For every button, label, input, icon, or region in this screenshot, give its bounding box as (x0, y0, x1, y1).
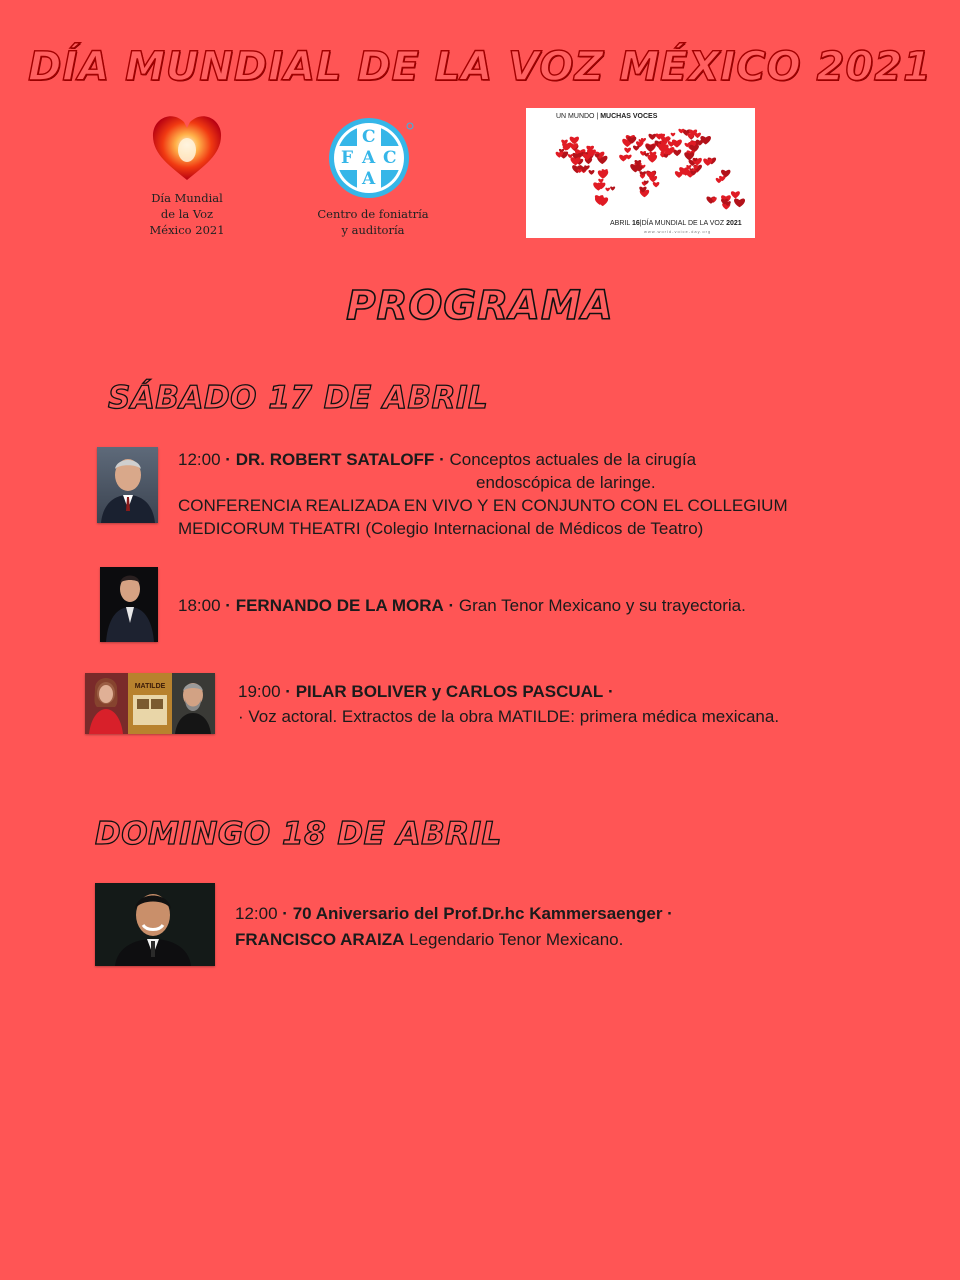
cfa-logo-caption: Centro de foniatría y auditoría (317, 207, 429, 237)
event-time: 12:00 (178, 450, 221, 469)
map-heart (731, 191, 740, 198)
event-time: 18:00 (178, 596, 221, 615)
speaker-name: DR. ROBERT SATALOFF (235, 450, 435, 469)
event-boliver-pascual: 19:00 · PILAR BOLIVER y CARLOS PASCUAL · · Voz actoral. Extractos de la obra MATILDE: primera médica mexicana. (238, 682, 780, 726)
poster-bottom-text: ABRIL 16|DÍA MUNDIAL DE LA VOZ 2021 (610, 220, 742, 227)
page-title: DÍA MUNDIAL DE LA VOZ MÉXICO 2021 (28, 44, 932, 90)
map-heart (619, 155, 627, 162)
map-heart (648, 134, 656, 140)
boliver-pascual-photos (85, 673, 215, 734)
portrait-man-icon (97, 447, 158, 523)
poster-url: www.world-voice-day.org (644, 229, 712, 234)
map-heart (721, 170, 730, 178)
araiza-photo (95, 883, 215, 966)
map-heart (671, 133, 676, 137)
event-de-la-mora: 18:00 · FERNANDO DE LA MORA · Gran Tenor Mexicano y su trayectoria. (178, 596, 746, 615)
book-title: MATILDE (134, 683, 166, 690)
map-heart (624, 148, 631, 153)
saturday-heading: SÁBADO 17 DE ABRIL (108, 380, 489, 416)
speaker-name: FRANCISCO ARAIZA (235, 930, 405, 949)
event-title: 70 Aniversario del Prof.Dr.hc Kammersaenger (292, 904, 663, 923)
map-heart (633, 145, 640, 150)
world-map-hearts-icon (526, 120, 755, 220)
event-time: 12:00 (235, 904, 278, 923)
cfa-letters: C F A C A (341, 127, 397, 189)
world-voice-day-poster (526, 108, 755, 238)
event-time: 19:00 (238, 682, 281, 701)
map-heart (694, 133, 701, 138)
poster-top-text: UN MUNDO | MUCHAS VOCES (556, 113, 658, 120)
heart-logo-caption: Día Mundial de la Voz México 2021 (149, 191, 225, 237)
speaker-name: FERNANDO DE LA MORA (235, 596, 444, 615)
map-heart (598, 179, 603, 183)
portrait-tenor-icon (95, 883, 215, 966)
sataloff-photo (97, 447, 158, 523)
heart-logo-icon (150, 110, 224, 184)
de-la-mora-photo (100, 567, 158, 642)
speaker-name: PILAR BOLIVER y CARLOS PASCUAL (295, 682, 604, 701)
map-heart (610, 187, 615, 191)
map-heart (668, 141, 675, 147)
programa-heading: PROGRAMA (346, 283, 614, 329)
event-araiza: 12:00 · 70 Aniversario del Prof.Dr.hc Kammersaenger · FRANCISCO ARAIZA Legendario Tenor Mexicano. (235, 904, 673, 949)
map-heart (734, 198, 745, 207)
map-heart (653, 182, 660, 187)
map-heart (588, 170, 594, 175)
map-heart (673, 150, 681, 157)
event-sataloff: 12:00 · DR. ROBERT SATALOFF · Conceptos actuales de la cirugía endoscópica de laringe. CONFERENCIA REALIZADA EN VIVO Y EN CONJUNTO CON EL COLLEGIUM MEDICORUM THEATRI (Colegio Internacional de Médicos de Teatro) (178, 450, 788, 538)
portrait-singer-icon (100, 567, 158, 642)
map-heart (605, 188, 610, 192)
sunday-heading: DOMINGO 18 DE ABRIL (95, 816, 502, 852)
